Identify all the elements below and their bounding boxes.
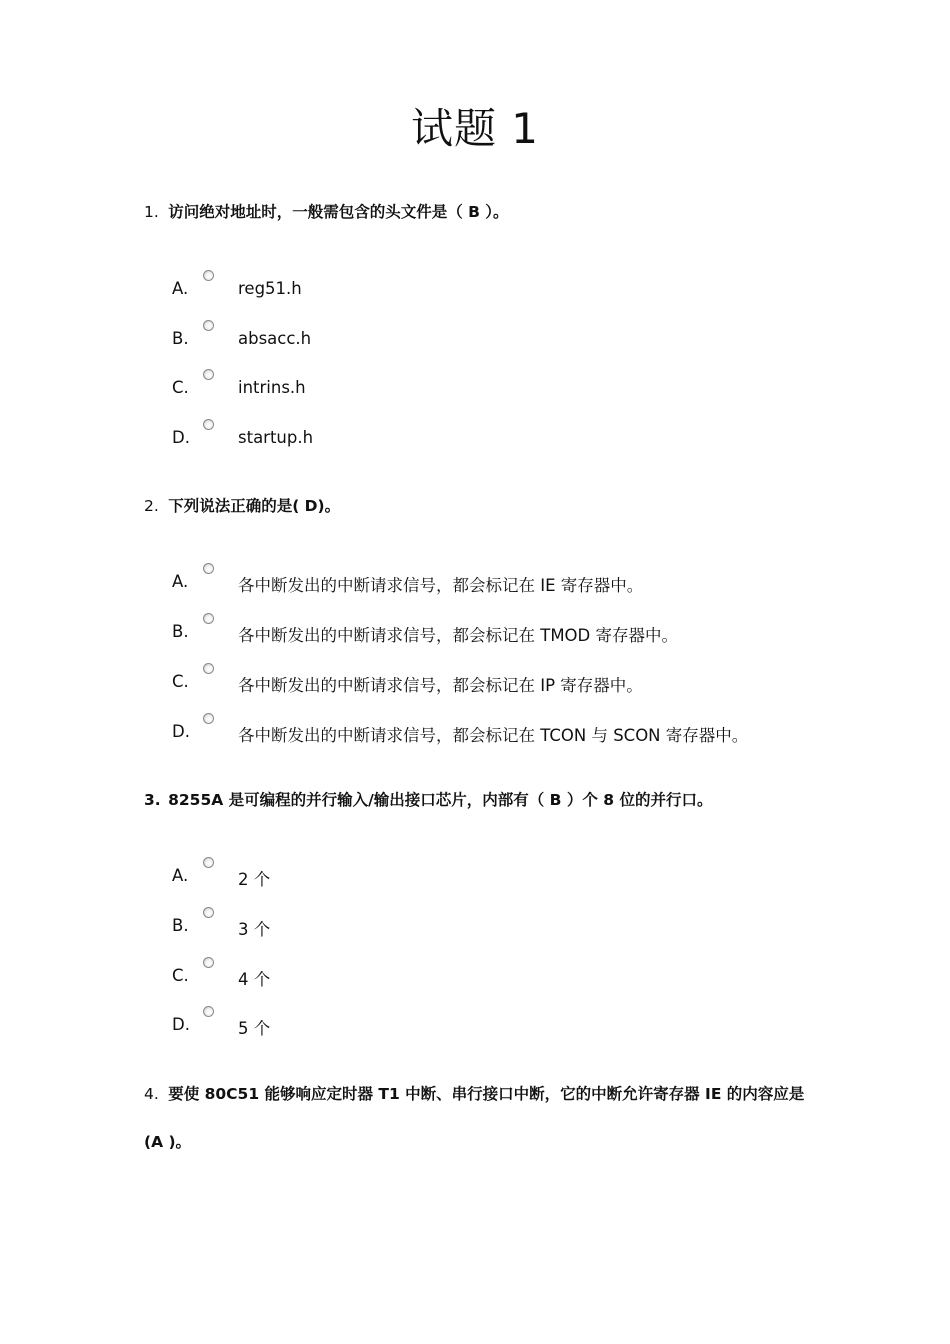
option-letter: C. xyxy=(172,378,189,397)
option-text: 5 个 xyxy=(238,1019,271,1038)
radio-button-icon[interactable] xyxy=(203,663,214,674)
option-letter: C. xyxy=(172,966,189,985)
option-letter: A. xyxy=(172,866,189,885)
option-letter: A. xyxy=(172,279,189,298)
radio-button-icon[interactable] xyxy=(203,957,214,968)
option-letter: C. xyxy=(172,672,189,691)
option-letter: D. xyxy=(172,428,190,447)
option-letter: B. xyxy=(172,329,189,348)
option-text: 各中断发出的中断请求信号，都会标记在 IE 寄存器中。 xyxy=(238,576,644,595)
question-number: 3. xyxy=(144,791,161,809)
page-title: 试题 1 xyxy=(410,104,540,153)
option-text: 2 个 xyxy=(238,870,271,889)
radio-button-icon[interactable] xyxy=(203,907,214,918)
radio-button-icon[interactable] xyxy=(203,1006,214,1017)
option-text: intrins.h xyxy=(238,378,306,397)
option-letter: B. xyxy=(172,622,189,641)
option-text: 4 个 xyxy=(238,970,271,989)
question-number: 2. xyxy=(144,497,159,515)
question-text: 下列说法正确的是( D)。 xyxy=(168,497,341,515)
radio-button-icon[interactable] xyxy=(203,613,214,624)
radio-button-icon[interactable] xyxy=(203,713,214,724)
option-letter: D. xyxy=(172,722,190,741)
option-text: absacc.h xyxy=(238,329,312,348)
radio-button-icon[interactable] xyxy=(203,857,214,868)
radio-button-icon[interactable] xyxy=(203,563,214,574)
question-3 xyxy=(144,776,824,824)
question-text: 8255A 是可编程的并行输入/输出接口芯片，内部有（ B ）个 8 位的并行口。 xyxy=(168,791,713,809)
question-4 xyxy=(144,1070,809,1166)
option-letter: A. xyxy=(172,572,189,591)
option-letter: B. xyxy=(172,916,189,935)
question-text: 访问绝对地址时，一般需包含的头文件是（ B ）。 xyxy=(168,203,509,221)
radio-button-icon[interactable] xyxy=(203,369,214,380)
question-text: 要使 80C51 能够响应定时器 T1 中断、串行接口中断，它的中断允许寄存器 IE 的内容应是(A )。 xyxy=(144,1085,805,1151)
option-letter: D. xyxy=(172,1015,190,1034)
option-text: startup.h xyxy=(238,428,314,447)
question-1 xyxy=(144,188,824,236)
option-text: reg51.h xyxy=(238,279,302,298)
question-number: 1. xyxy=(144,203,159,221)
option-text: 各中断发出的中断请求信号，都会标记在 TCON 与 SCON 寄存器中。 xyxy=(238,726,749,745)
question-2 xyxy=(144,482,824,530)
option-text: 各中断发出的中断请求信号，都会标记在 TMOD 寄存器中。 xyxy=(238,626,678,645)
option-text: 3 个 xyxy=(238,920,271,939)
question-number: 4. xyxy=(144,1085,159,1103)
option-text: 各中断发出的中断请求信号，都会标记在 IP 寄存器中。 xyxy=(238,676,643,695)
radio-button-icon[interactable] xyxy=(203,270,214,281)
radio-button-icon[interactable] xyxy=(203,419,214,430)
radio-button-icon[interactable] xyxy=(203,320,214,331)
